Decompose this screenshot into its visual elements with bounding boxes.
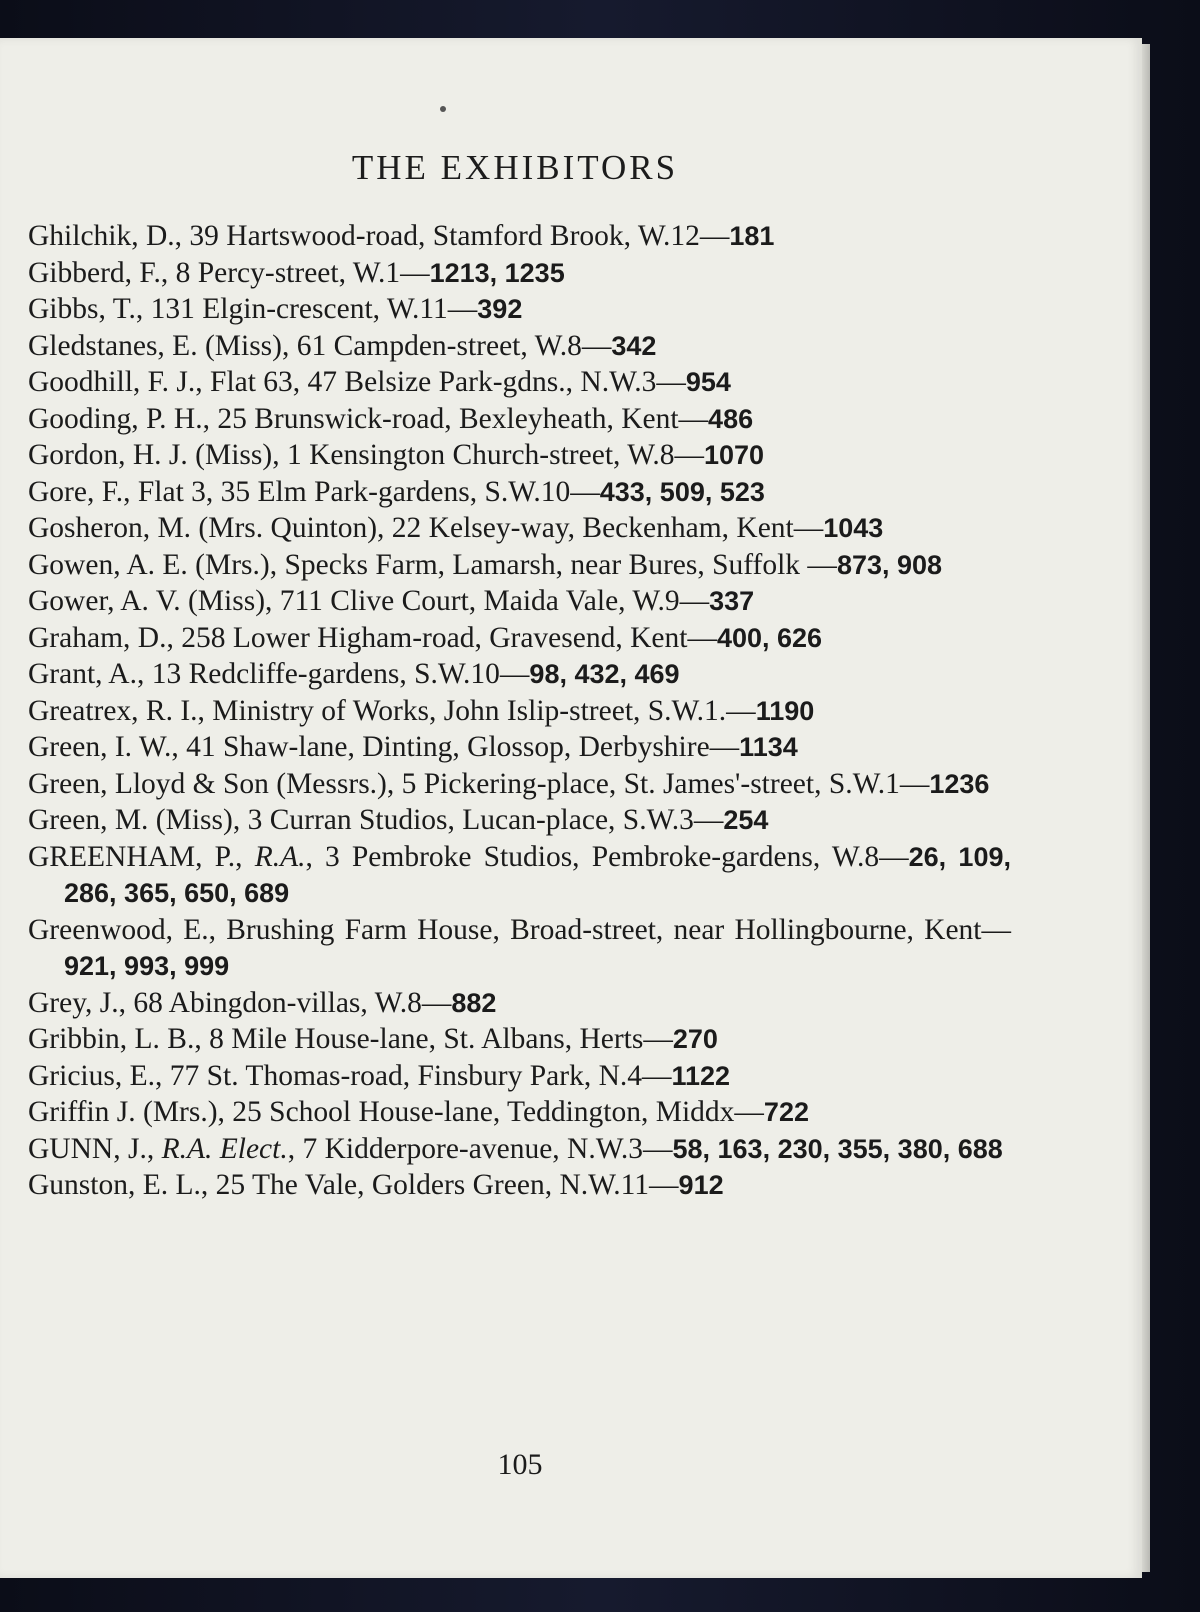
exhibitor-entry: Greenwood, E., Brushing Farm House, Broad-street, near Hollingbourne, Kent—921, 993, 999 [28,913,1011,981]
exhibitor-entry: Gore, F., Flat 3, 35 Elm Park-gardens, S.W.10—433, 509, 523 [28,475,765,508]
book-page [0,38,1142,1578]
exhibitor-entry: Green, Lloyd & Son (Messrs.), 5 Pickering-place, St. James'-street, S.W.1—1236 [28,767,990,800]
page-heading: THE EXHIBITORS [351,148,679,187]
page-edge [1142,44,1150,1572]
exhibitor-entry: Goodhill, F. J., Flat 63, 47 Belsize Park-gdns., N.W.3—954 [28,366,731,398]
exhibitor-entry: Green, I. W., 41 Shaw-lane, Dinting, Glossop, Derbyshire—1134 [28,731,798,763]
exhibitor-entry: GUNN, J., R.A. Elect., 7 Kidderpore-avenue, N.W.3—58, 163, 230, 355, 380, 688 [28,1132,1003,1165]
exhibitor-entry: Greatrex, R. I., Ministry of Works, John Islip-street, S.W.1.—1190 [28,694,815,727]
exhibitor-entry: Grant, A., 13 Redcliffe-gardens, S.W.10—98, 432, 469 [28,658,680,690]
exhibitor-entry: Gledstanes, E. (Miss), 61 Campden-street, W.8—342 [28,329,657,362]
exhibitor-entry: Gibbs, T., 131 Elgin-crescent, W.11—392 [28,293,523,325]
exhibitor-entry: Gower, A. V. (Miss), 711 Clive Court, Maida Vale, W.9—337 [28,585,755,617]
exhibitor-entry: Griffin J. (Mrs.), 25 School House-lane, Teddington, Middx—722 [28,1096,809,1128]
exhibitor-entry: Gooding, P. H., 25 Brunswick-road, Bexleyheath, Kent—486 [28,402,754,435]
exhibitor-entry: Green, M. (Miss), 3 Curran Studios, Lucan-place, S.W.3—254 [28,804,769,836]
exhibitor-entry: Graham, D., 258 Lower Higham-road, Gravesend, Kent—400, 626 [28,621,823,654]
exhibitor-entry: Gowen, A. E. (Mrs.), Specks Farm, Lamarsh, near Bures, Suffolk —873, 908 [28,548,943,581]
exhibitor-entry: Gibberd, F., 8 Percy-street, W.1—1213, 1235 [28,256,565,289]
exhibitor-list [28,218,1011,1204]
exhibitor-entry: Gricius, E., 77 St. Thomas-road, Finsbury Park, N.4—1122 [28,1059,731,1092]
page-mark [440,106,446,112]
exhibitor-entry: Gribbin, L. B., 8 Mile House-lane, St. Albans, Herts—270 [28,1023,718,1055]
exhibitor-entry: GREENHAM, P., R.A., 3 Pembroke Studios, Pembroke-gardens, W.8—26, 109, 286, 365, 650, 689 [28,840,1011,908]
exhibitor-entry: Gosheron, M. (Mrs. Quinton), 22 Kelsey-way, Beckenham, Kent—1043 [28,512,884,544]
exhibitor-entry: Gordon, H. J. (Miss), 1 Kensington Church-street, W.8—1070 [28,439,765,471]
exhibitor-entry: Grey, J., 68 Abingdon-villas, W.8—882 [28,986,497,1019]
exhibitor-entry: Ghilchik, D., 39 Hartswood-road, Stamford Brook, W.12—181 [28,220,775,252]
exhibitor-entry: Gunston, E. L., 25 The Vale, Golders Green, N.W.11—912 [28,1169,724,1201]
page-number: 105 [497,1448,543,1481]
